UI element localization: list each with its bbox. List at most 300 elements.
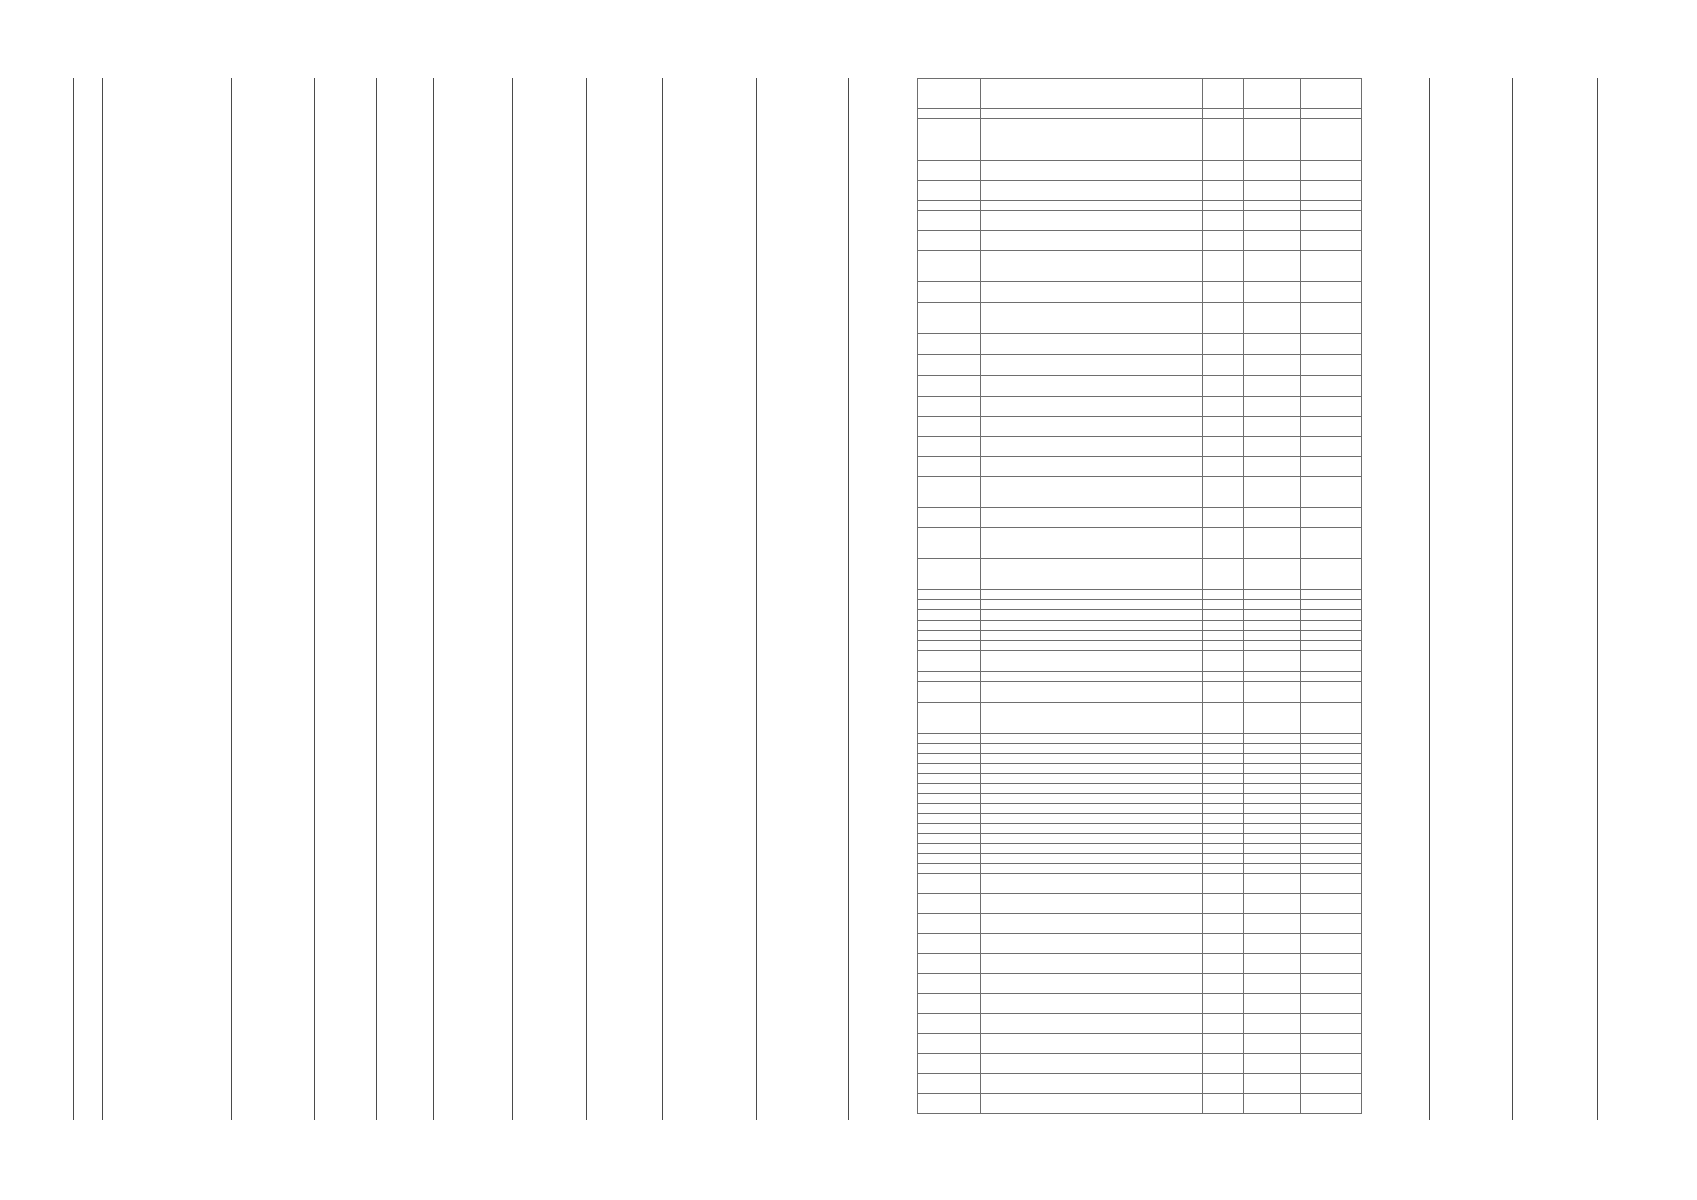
- table-row: [918, 1074, 1362, 1094]
- table-row: [918, 864, 1362, 874]
- cell-code: [918, 559, 981, 590]
- cell-name: [981, 703, 1203, 734]
- cell-name: [981, 834, 1203, 844]
- cell-name: [981, 631, 1203, 641]
- cell-code: [918, 1054, 981, 1074]
- cell-col-b: [1244, 79, 1301, 109]
- cell-hazard-class: [1203, 109, 1244, 119]
- table-row: [918, 201, 1362, 211]
- cell-name: [981, 672, 1203, 682]
- cell-hazard-class: [1203, 914, 1244, 934]
- table-row: [918, 631, 1362, 641]
- table-row: [918, 376, 1362, 397]
- cell-col-b: [1244, 994, 1301, 1014]
- table-row: [918, 764, 1362, 774]
- cell-code: [918, 355, 981, 376]
- cell-code: [918, 734, 981, 744]
- cell-col-c: [1301, 590, 1362, 600]
- cell-col-c: [1301, 119, 1362, 161]
- cell-name: [981, 457, 1203, 477]
- cell-col-b: [1244, 417, 1301, 437]
- cell-col-c: [1301, 251, 1362, 282]
- cell-col-b: [1244, 211, 1301, 231]
- cell-hazard-class: [1203, 600, 1244, 610]
- cell-col-c: [1301, 161, 1362, 181]
- cell-name: [981, 79, 1203, 109]
- cell-col-b: [1244, 231, 1301, 251]
- cell-hazard-class: [1203, 844, 1244, 854]
- cell-col-c: [1301, 334, 1362, 355]
- cell-code: [918, 621, 981, 631]
- cell-col-b: [1244, 528, 1301, 559]
- cell-col-b: [1244, 784, 1301, 794]
- table-row: [918, 703, 1362, 734]
- cell-hazard-class: [1203, 824, 1244, 834]
- cell-code: [918, 954, 981, 974]
- cell-name: [981, 814, 1203, 824]
- table-row: [918, 641, 1362, 651]
- cell-name: [981, 397, 1203, 417]
- cell-col-c: [1301, 784, 1362, 794]
- cell-col-b: [1244, 1074, 1301, 1094]
- cell-name: [981, 914, 1203, 934]
- cell-hazard-class: [1203, 201, 1244, 211]
- table-row: [918, 334, 1362, 355]
- cell-code: [918, 282, 981, 303]
- cell-code: [918, 181, 981, 201]
- cell-hazard-class: [1203, 994, 1244, 1014]
- cell-code: [918, 600, 981, 610]
- cell-name: [981, 651, 1203, 672]
- cell-col-c: [1301, 417, 1362, 437]
- cell-name: [981, 477, 1203, 508]
- cell-code: [918, 934, 981, 954]
- cell-col-b: [1244, 754, 1301, 764]
- cell-col-c: [1301, 764, 1362, 774]
- cell-col-c: [1301, 181, 1362, 201]
- table-row: [918, 854, 1362, 864]
- cell-code: [918, 804, 981, 814]
- cell-code: [918, 334, 981, 355]
- table-row: [918, 682, 1362, 703]
- table-row: [918, 844, 1362, 854]
- cell-code: [918, 682, 981, 703]
- cell-col-c: [1301, 894, 1362, 914]
- cell-hazard-class: [1203, 804, 1244, 814]
- cell-col-c: [1301, 794, 1362, 804]
- cell-col-b: [1244, 744, 1301, 754]
- cell-code: [918, 824, 981, 834]
- column-rule: [512, 78, 513, 1120]
- cell-col-c: [1301, 734, 1362, 744]
- cell-code: [918, 651, 981, 672]
- cell-name: [981, 161, 1203, 181]
- table-row: [918, 834, 1362, 844]
- table-row: [918, 1054, 1362, 1074]
- table-row: [918, 79, 1362, 109]
- cell-col-c: [1301, 528, 1362, 559]
- cell-code: [918, 251, 981, 282]
- cell-hazard-class: [1203, 1034, 1244, 1054]
- cell-code: [918, 1074, 981, 1094]
- cell-hazard-class: [1203, 161, 1244, 181]
- cell-name: [981, 417, 1203, 437]
- cell-hazard-class: [1203, 672, 1244, 682]
- cell-col-c: [1301, 303, 1362, 334]
- cell-col-b: [1244, 437, 1301, 457]
- cell-code: [918, 119, 981, 161]
- column-rule: [662, 78, 663, 1120]
- cell-col-c: [1301, 864, 1362, 874]
- table-row: [918, 1094, 1362, 1114]
- cell-col-b: [1244, 119, 1301, 161]
- cell-hazard-class: [1203, 417, 1244, 437]
- cell-col-c: [1301, 631, 1362, 641]
- cell-col-c: [1301, 600, 1362, 610]
- table-row: [918, 528, 1362, 559]
- column-rule: [376, 78, 377, 1120]
- cell-name: [981, 437, 1203, 457]
- cell-hazard-class: [1203, 934, 1244, 954]
- cell-code: [918, 874, 981, 894]
- table-row: [918, 303, 1362, 334]
- cell-name: [981, 231, 1203, 251]
- cell-code: [918, 854, 981, 864]
- cell-name: [981, 682, 1203, 703]
- table-row: [918, 774, 1362, 784]
- cell-code: [918, 610, 981, 621]
- cell-code: [918, 508, 981, 528]
- cell-col-b: [1244, 201, 1301, 211]
- cell-col-c: [1301, 559, 1362, 590]
- cell-code: [918, 211, 981, 231]
- cell-name: [981, 600, 1203, 610]
- cell-code: [918, 672, 981, 682]
- cell-name: [981, 894, 1203, 914]
- cell-hazard-class: [1203, 651, 1244, 672]
- cell-hazard-class: [1203, 559, 1244, 590]
- cell-col-c: [1301, 211, 1362, 231]
- cell-name: [981, 824, 1203, 834]
- table-row: [918, 954, 1362, 974]
- cell-name: [981, 1094, 1203, 1114]
- table-row: [918, 794, 1362, 804]
- cell-code: [918, 1034, 981, 1054]
- cell-hazard-class: [1203, 734, 1244, 744]
- cell-col-c: [1301, 231, 1362, 251]
- cell-name: [981, 744, 1203, 754]
- table-row: [918, 784, 1362, 794]
- cell-col-b: [1244, 1014, 1301, 1034]
- cell-hazard-class: [1203, 1054, 1244, 1074]
- cell-code: [918, 79, 981, 109]
- table-row: [918, 672, 1362, 682]
- cell-col-c: [1301, 703, 1362, 734]
- cell-hazard-class: [1203, 794, 1244, 804]
- cell-col-b: [1244, 894, 1301, 914]
- cell-name: [981, 119, 1203, 161]
- cell-code: [918, 303, 981, 334]
- table-row: [918, 161, 1362, 181]
- cell-code: [918, 437, 981, 457]
- cell-name: [981, 251, 1203, 282]
- cell-col-c: [1301, 437, 1362, 457]
- cell-col-b: [1244, 864, 1301, 874]
- cell-hazard-class: [1203, 397, 1244, 417]
- table-row: [918, 109, 1362, 119]
- column-rule: [433, 78, 434, 1120]
- cell-name: [981, 109, 1203, 119]
- cell-col-c: [1301, 397, 1362, 417]
- cell-col-b: [1244, 1054, 1301, 1074]
- table-row: [918, 610, 1362, 621]
- cell-hazard-class: [1203, 703, 1244, 734]
- cell-col-b: [1244, 682, 1301, 703]
- table-row: [918, 814, 1362, 824]
- cell-col-b: [1244, 477, 1301, 508]
- cell-code: [918, 397, 981, 417]
- cell-col-b: [1244, 854, 1301, 864]
- cell-code: [918, 834, 981, 844]
- cell-col-b: [1244, 874, 1301, 894]
- cell-name: [981, 1034, 1203, 1054]
- cell-code: [918, 1014, 981, 1034]
- cell-name: [981, 934, 1203, 954]
- cell-col-b: [1244, 764, 1301, 774]
- cell-col-b: [1244, 794, 1301, 804]
- cell-col-c: [1301, 355, 1362, 376]
- cell-hazard-class: [1203, 79, 1244, 109]
- cell-col-c: [1301, 682, 1362, 703]
- cell-code: [918, 974, 981, 994]
- cell-col-c: [1301, 79, 1362, 109]
- cell-hazard-class: [1203, 754, 1244, 764]
- cell-name: [981, 621, 1203, 631]
- cell-col-b: [1244, 355, 1301, 376]
- cell-hazard-class: [1203, 764, 1244, 774]
- cell-name: [981, 734, 1203, 744]
- cell-hazard-class: [1203, 610, 1244, 621]
- cell-hazard-class: [1203, 119, 1244, 161]
- cell-col-b: [1244, 181, 1301, 201]
- table-row: [918, 974, 1362, 994]
- cell-col-b: [1244, 457, 1301, 477]
- cell-hazard-class: [1203, 282, 1244, 303]
- cell-col-b: [1244, 303, 1301, 334]
- cell-col-c: [1301, 854, 1362, 864]
- cell-col-b: [1244, 1094, 1301, 1114]
- cell-hazard-class: [1203, 641, 1244, 651]
- table-row: [918, 651, 1362, 672]
- cell-code: [918, 477, 981, 508]
- cell-code: [918, 528, 981, 559]
- cell-col-c: [1301, 201, 1362, 211]
- table-row: [918, 282, 1362, 303]
- cell-code: [918, 457, 981, 477]
- table-row: [918, 874, 1362, 894]
- cell-col-b: [1244, 590, 1301, 600]
- column-rule: [848, 78, 849, 1120]
- cell-col-b: [1244, 651, 1301, 672]
- cell-col-b: [1244, 1034, 1301, 1054]
- cell-col-c: [1301, 994, 1362, 1014]
- cell-col-c: [1301, 834, 1362, 844]
- cell-name: [981, 334, 1203, 355]
- cell-col-c: [1301, 282, 1362, 303]
- cell-col-b: [1244, 824, 1301, 834]
- cell-col-c: [1301, 109, 1362, 119]
- cell-col-b: [1244, 934, 1301, 954]
- cell-col-b: [1244, 621, 1301, 631]
- table-row: [918, 231, 1362, 251]
- column-rule: [756, 78, 757, 1120]
- table-row: [918, 621, 1362, 631]
- table-row: [918, 994, 1362, 1014]
- cell-col-b: [1244, 559, 1301, 590]
- cell-col-b: [1244, 914, 1301, 934]
- cell-code: [918, 894, 981, 914]
- cell-name: [981, 844, 1203, 854]
- cell-col-c: [1301, 804, 1362, 814]
- cell-code: [918, 914, 981, 934]
- cell-name: [981, 528, 1203, 559]
- cell-hazard-class: [1203, 1094, 1244, 1114]
- cell-col-c: [1301, 814, 1362, 824]
- cell-col-b: [1244, 834, 1301, 844]
- table-row: [918, 1034, 1362, 1054]
- cell-col-c: [1301, 774, 1362, 784]
- cell-hazard-class: [1203, 1014, 1244, 1034]
- cell-code: [918, 109, 981, 119]
- cell-col-c: [1301, 974, 1362, 994]
- cell-name: [981, 559, 1203, 590]
- cell-col-b: [1244, 672, 1301, 682]
- cell-code: [918, 844, 981, 854]
- cell-code: [918, 590, 981, 600]
- cell-code: [918, 864, 981, 874]
- cell-col-c: [1301, 376, 1362, 397]
- cell-hazard-class: [1203, 874, 1244, 894]
- cell-code: [918, 161, 981, 181]
- cell-code: [918, 703, 981, 734]
- table-row: [918, 181, 1362, 201]
- cell-name: [981, 590, 1203, 600]
- cell-hazard-class: [1203, 864, 1244, 874]
- cell-name: [981, 376, 1203, 397]
- table-row: [918, 600, 1362, 610]
- cell-hazard-class: [1203, 621, 1244, 631]
- table-row: [918, 457, 1362, 477]
- cell-name: [981, 201, 1203, 211]
- cell-code: [918, 754, 981, 764]
- cell-hazard-class: [1203, 631, 1244, 641]
- cell-col-b: [1244, 376, 1301, 397]
- cell-col-c: [1301, 824, 1362, 834]
- cell-col-c: [1301, 914, 1362, 934]
- cell-hazard-class: [1203, 854, 1244, 864]
- table-row: [918, 417, 1362, 437]
- table-row: [918, 894, 1362, 914]
- cell-name: [981, 641, 1203, 651]
- table-row: [918, 744, 1362, 754]
- cell-name: [981, 974, 1203, 994]
- cell-name: [981, 754, 1203, 764]
- table-row: [918, 914, 1362, 934]
- cell-col-b: [1244, 600, 1301, 610]
- cell-col-b: [1244, 161, 1301, 181]
- cell-hazard-class: [1203, 231, 1244, 251]
- cell-col-b: [1244, 109, 1301, 119]
- cell-name: [981, 303, 1203, 334]
- cell-code: [918, 376, 981, 397]
- table-row: [918, 508, 1362, 528]
- cell-col-c: [1301, 954, 1362, 974]
- cell-hazard-class: [1203, 437, 1244, 457]
- cell-hazard-class: [1203, 774, 1244, 784]
- cell-name: [981, 610, 1203, 621]
- cell-code: [918, 784, 981, 794]
- column-rule: [1512, 78, 1513, 1120]
- cell-col-c: [1301, 874, 1362, 894]
- cell-col-c: [1301, 934, 1362, 954]
- cell-col-b: [1244, 282, 1301, 303]
- cell-hazard-class: [1203, 457, 1244, 477]
- column-rule: [1597, 78, 1598, 1120]
- table-row: [918, 559, 1362, 590]
- cell-col-b: [1244, 641, 1301, 651]
- cell-name: [981, 1014, 1203, 1034]
- table-row: [918, 211, 1362, 231]
- cell-hazard-class: [1203, 334, 1244, 355]
- table-row: [918, 754, 1362, 764]
- table-row: [918, 251, 1362, 282]
- cell-name: [981, 864, 1203, 874]
- cell-col-c: [1301, 1094, 1362, 1114]
- cell-col-b: [1244, 703, 1301, 734]
- table-row: [918, 934, 1362, 954]
- cell-col-c: [1301, 621, 1362, 631]
- table-row: [918, 804, 1362, 814]
- cell-col-c: [1301, 1074, 1362, 1094]
- cell-hazard-class: [1203, 528, 1244, 559]
- cell-hazard-class: [1203, 744, 1244, 754]
- cell-col-b: [1244, 974, 1301, 994]
- cell-hazard-class: [1203, 251, 1244, 282]
- cell-hazard-class: [1203, 974, 1244, 994]
- cell-hazard-class: [1203, 784, 1244, 794]
- table-row: [918, 477, 1362, 508]
- cell-code: [918, 764, 981, 774]
- cell-name: [981, 794, 1203, 804]
- cell-col-c: [1301, 477, 1362, 508]
- cell-hazard-class: [1203, 954, 1244, 974]
- cell-col-b: [1244, 954, 1301, 974]
- cell-code: [918, 774, 981, 784]
- cell-col-b: [1244, 508, 1301, 528]
- cell-hazard-class: [1203, 477, 1244, 508]
- cell-col-c: [1301, 844, 1362, 854]
- cell-hazard-class: [1203, 1074, 1244, 1094]
- cell-code: [918, 994, 981, 1014]
- cell-hazard-class: [1203, 834, 1244, 844]
- cell-name: [981, 854, 1203, 864]
- cell-col-c: [1301, 744, 1362, 754]
- cell-hazard-class: [1203, 590, 1244, 600]
- cell-col-c: [1301, 1014, 1362, 1034]
- cell-hazard-class: [1203, 355, 1244, 376]
- cell-code: [918, 641, 981, 651]
- column-rule: [231, 78, 232, 1120]
